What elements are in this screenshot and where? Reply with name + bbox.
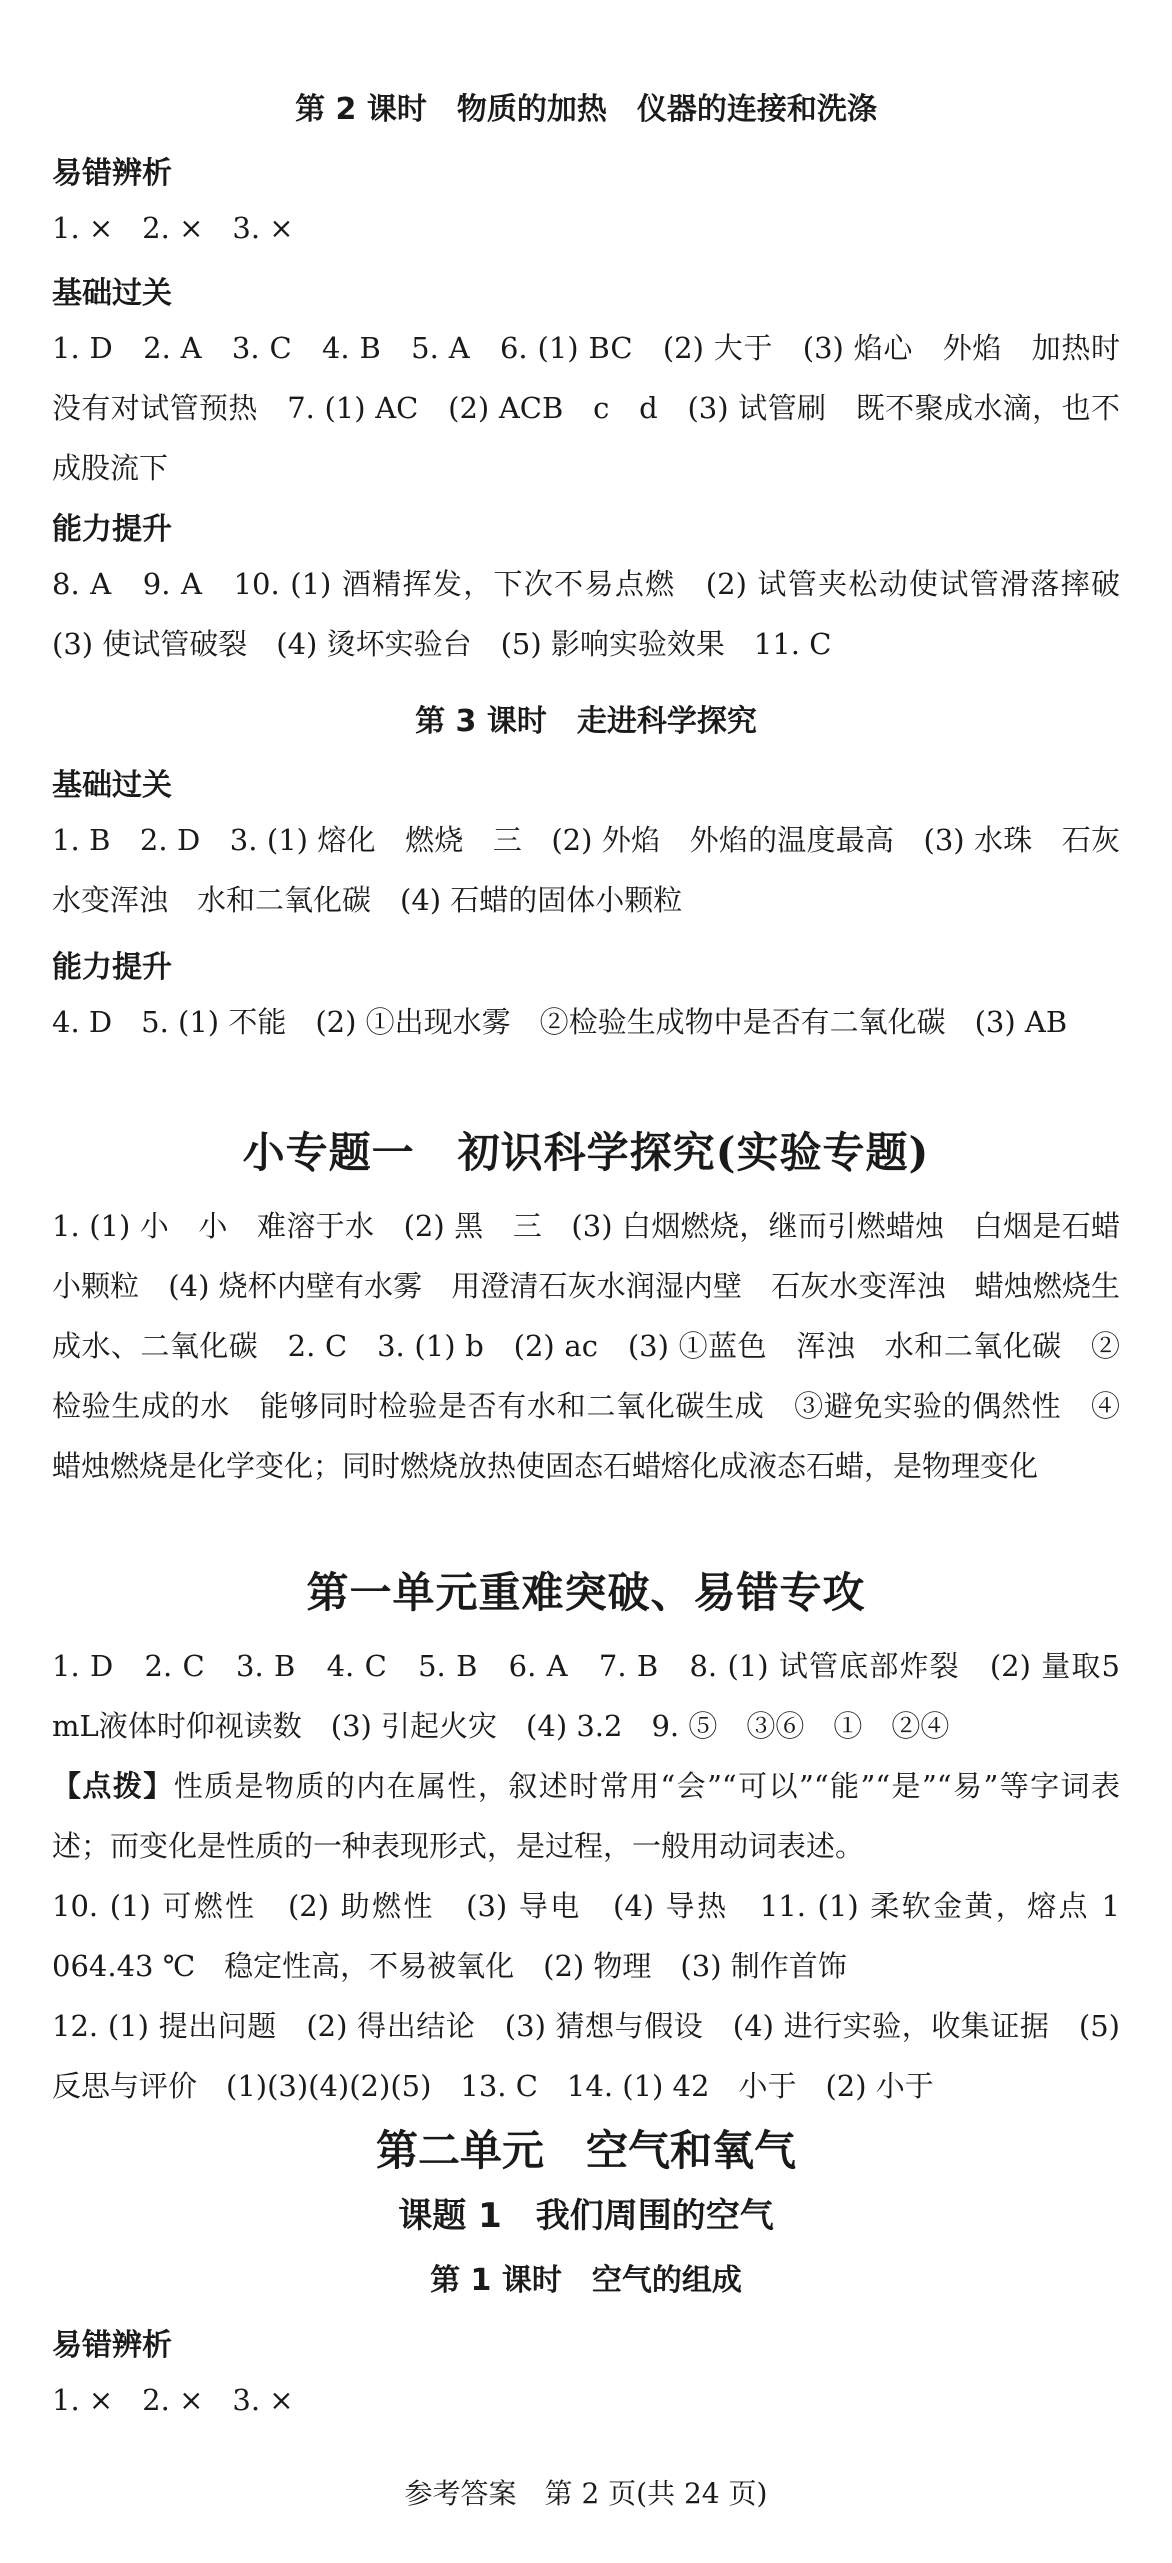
lesson2-title: 第 2 课时 物质的加热 仪器的连接和洗涤 — [295, 92, 877, 127]
unit2-lesson-title: 第 1 课时 空气的组成 — [430, 2263, 742, 2298]
unit2-title: 第二单元 空气和氧气 — [375, 2126, 796, 2175]
unit1-tip — [52, 1756, 1120, 1876]
topic1-answers: 1. (1) 小 小 难溶于水 (2) 黑 三 (3) 白烟燃烧，继而引燃蜡烛 白烟是石蜡小颗粒 (4) 烧杯内壁有水雾 用澄清石灰水润湿内壁 石灰水变浑浊 蜡烛燃烧生成水、二氧化碳 2. C 3. (1) b (2) ac (3) ①蓝色 浑浊 水和二氧化碳 ②检验生成的水 能够同时检验是否有水和二氧化碳生成 ③避免实验的偶然性 ④蜡烛燃烧是化学变化；同时燃烧放热使固态石蜡熔化成液态石蜡，是物理变化 — [52, 1209, 1120, 1483]
lesson2-label-mistakes: 易错辨析 — [52, 156, 172, 191]
lesson3-label-advanced: 能力提升 — [52, 950, 172, 985]
lesson2-label-basics: 基础过关 — [52, 276, 172, 311]
lesson2-mistakes-answers: 1. × 2. × 3. × — [52, 211, 294, 245]
lesson3-label-basics: 基础过关 — [52, 768, 172, 803]
lesson3-title: 第 3 课时 走进科学探究 — [415, 704, 757, 739]
topic1-title: 小专题一 初识科学探究(实验专题) — [242, 1128, 930, 1177]
page-footer: 参考答案 第 2 页(共 24 页) — [404, 2477, 768, 2510]
unit1-answers-10-11: 10. (1) 可燃性 (2) 助燃性 (3) 导电 (4) 导热 11. (1) 柔软金黄，熔点 1 064.43 ℃ 稳定性高，不易被氧化 (2) 物理 (3) 制作首饰 — [52, 1889, 1120, 1983]
tip-text: 性质是物质的内在属性，叙述时常用“会”“可以”“能”“是”“易”等字词表述；而变化是性质的一种表现形式，是过程，一般用动词表述。 — [52, 1769, 1120, 1863]
unit1-answers-1-9: 1. D 2. C 3. B 4. C 5. B 6. A 7. B 8. (1) 试管底部炸裂 (2) 量取5 mL液体时仰视读数 (3) 引起火灾 (4) 3.2 9. ⑤ ③⑥ ① ②④ — [52, 1649, 1120, 1743]
lesson2-basics-answers: 1. D 2. A 3. C 4. B 5. A 6. (1) BC (2) 大于 (3) 焰心 外焰 加热时没有对试管预热 7. (1) AC (2) ACB c d (3) 试管刷 既不聚成水滴，也不成股流下 — [52, 331, 1120, 485]
lesson2-advanced-answers: 8. A 9. A 10. (1) 酒精挥发，下次不易点燃 (2) 试管夹松动使试管滑落摔破 (3) 使试管破裂 (4) 烫坏实验台 (5) 影响实验效果 11. C — [52, 567, 1150, 661]
tip-label: 【点拨】 — [52, 1769, 174, 1803]
unit2-topic-title: 课题 1 我们周围的空气 — [398, 2196, 774, 2236]
unit2-mistakes-answers: 1. × 2. × 3. × — [52, 2383, 294, 2417]
unit2-label-mistakes: 易错辨析 — [52, 2328, 172, 2363]
unit1-review-answers — [52, 1636, 1120, 2116]
lesson3-advanced-answers: 4. D 5. (1) 不能 (2) ①出现水雾 ②检验生成物中是否有二氧化碳 (3) AB — [52, 1005, 1068, 1039]
unit1-answers-12-14: 12. (1) 提出问题 (2) 得出结论 (3) 猜想与假设 (4) 进行实验，收集证据 (5) 反思与评价 (1)(3)(4)(2)(5) 13. C 14. (1) 42 小于 (2) 小于 — [52, 2009, 1120, 2103]
lesson3-basics-answers: 1. B 2. D 3. (1) 熔化 燃烧 三 (2) 外焰 外焰的温度最高 (3) 水珠 石灰水变浑浊 水和二氧化碳 (4) 石蜡的固体小颗粒 — [52, 823, 1120, 917]
lesson2-label-advanced: 能力提升 — [52, 512, 172, 547]
unit1-review-title: 第一单元重难突破、易错专攻 — [306, 1568, 866, 1617]
